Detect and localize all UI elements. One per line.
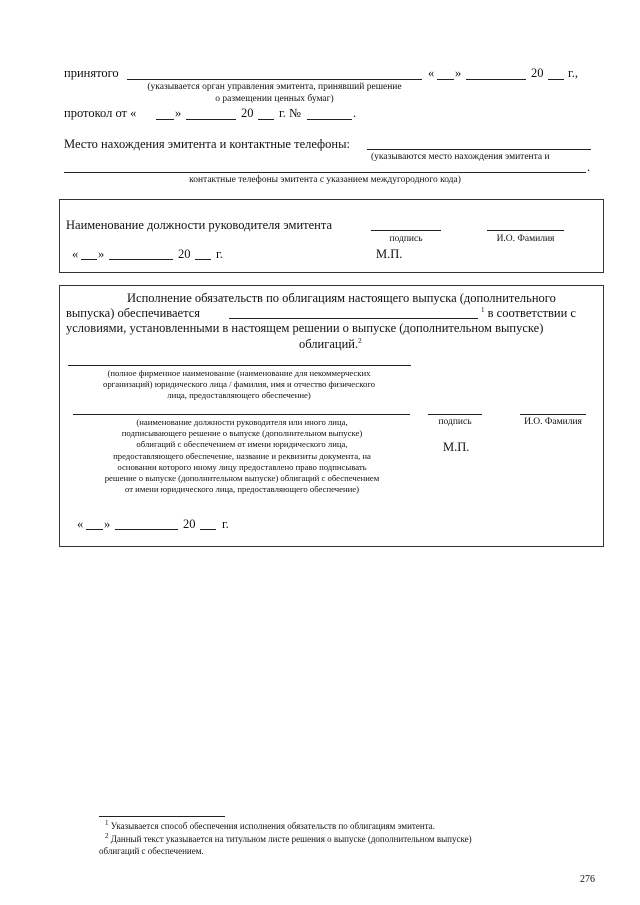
obligation-date-quote-close: » (104, 517, 111, 531)
obligation-stamp: М.П. (443, 440, 470, 454)
location-hint-2: контактные телефоны эмитента с указанием междугородного кода) (189, 175, 461, 185)
protocol-quote-close: » (175, 106, 182, 120)
protocol-end: . (353, 106, 357, 120)
head-date-quote-open: « (72, 247, 79, 261)
page-number: 276 (580, 874, 595, 885)
obligation-day-field[interactable] (86, 529, 103, 530)
signer-signature-field[interactable] (428, 414, 482, 415)
protocol-day-field[interactable] (156, 119, 174, 120)
organ-hint-1: (указывается орган управления эмитента, принявший решение (147, 82, 402, 92)
head-stamp: М.П. (376, 247, 403, 261)
year-field[interactable] (548, 79, 564, 80)
head-signature-label: подпись (389, 234, 423, 244)
day-field[interactable] (437, 79, 454, 80)
guarantor-hint: (полное фирменное наименование (наименование для некоммерческих организаций) юридического лица / фамилия, имя и отчество физического лица, предоставляющего обеспечение) (102, 368, 376, 401)
obligation-month-field[interactable] (115, 529, 178, 530)
signer-signature-label: подпись (438, 417, 472, 427)
protocol-prefix: протокол от « (64, 106, 137, 120)
year-prefix: 20 (531, 66, 544, 80)
footnote-2-line-2: облигаций с обеспечением. (99, 846, 204, 856)
protocol-month-field[interactable] (186, 119, 236, 120)
head-year-field[interactable] (195, 259, 211, 260)
signer-name-field[interactable] (520, 414, 586, 415)
head-year-prefix: 20 (178, 247, 191, 261)
location-hint-1: (указываются место нахождения эмитента и (371, 152, 550, 162)
year-suffix: г., (568, 66, 578, 80)
footnote-separator (99, 816, 225, 817)
footnote-1: $^1$ Указывается способ обеспечения исполнения обязательств по облигациям эмитента. (105, 819, 435, 831)
obligation-year-prefix: 20 (183, 517, 196, 531)
head-name-label: И.О. Фамилия (496, 234, 555, 244)
date-quote-open: « (428, 66, 435, 80)
month-field[interactable] (466, 79, 526, 80)
obligation-line-1: Исполнение обязательств по облигациям настоящего выпуска (дополнительного (127, 291, 556, 305)
protocol-number-field[interactable] (307, 119, 352, 120)
obligation-date-quote-open: « (77, 517, 84, 531)
signer-position-field[interactable] (73, 414, 410, 415)
obligation-year-suffix: г. (222, 517, 229, 531)
head-position-label: Наименование должности руководителя эмитента (66, 218, 333, 232)
obligation-line-2-suffix: $^1$ в соответствии с (481, 305, 576, 320)
obligation-year-field[interactable] (200, 529, 216, 530)
head-year-suffix: г. (216, 247, 223, 261)
location-field[interactable] (367, 149, 591, 150)
organ-hint-2: о размещении ценных бумаг) (215, 94, 334, 104)
security-method-field[interactable] (229, 318, 478, 319)
protocol-number-label: г. № (279, 106, 301, 120)
head-day-field[interactable] (81, 259, 97, 260)
prinyatogo-label: принятого (64, 66, 119, 80)
location-field-2[interactable] (64, 172, 586, 173)
obligation-line-2-prefix: выпуска) обеспечивается (66, 306, 201, 320)
signer-name-label: И.О. Фамилия (524, 417, 582, 427)
head-month-field[interactable] (109, 259, 173, 260)
organ-field[interactable] (127, 79, 422, 80)
location-label: Место нахождения эмитента и контактные телефоны: (64, 137, 350, 151)
location-trailing-dot: . (587, 160, 591, 174)
head-signature-field[interactable] (371, 230, 441, 231)
obligation-line-3: условиями, установленными в настоящем решении о выпуске (дополнительном выпуске) (66, 321, 544, 335)
date-quote-close: » (455, 66, 462, 80)
protocol-year-field[interactable] (258, 119, 274, 120)
guarantor-name-field[interactable] (68, 365, 411, 366)
footnote-2-line-1: $^2$ Данный текст указывается на титульном листе решения о выпуске (дополнительном выпуске) (105, 832, 472, 844)
head-date-quote-close: » (98, 247, 105, 261)
head-name-field[interactable] (487, 230, 564, 231)
signer-hint: (наименование должности руководителя или иного лица, подписывающего решение о выпуске (дополнительном выпуске) облигаций с обеспечением от имени юридического лица, предоставляющего обеспечение, название и реквизиты документа, на основании которого иному лицу предоставлено право подписывать решение о выпуске (дополнительном выпуске) облигаций с обеспечением от имени юридического лица, предоставляющего обеспечение) (104, 417, 380, 495)
protocol-year-prefix: 20 (241, 106, 254, 120)
obligation-line-4: облигаций.$^2$ (299, 336, 362, 351)
